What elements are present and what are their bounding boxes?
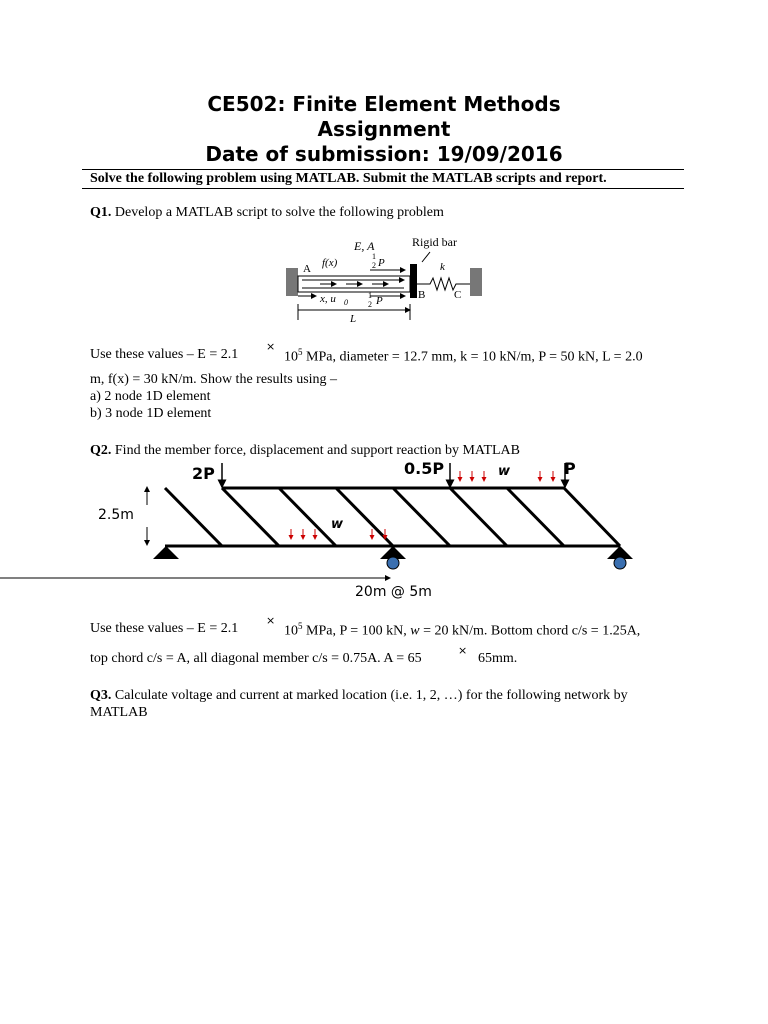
right-wall [470,268,482,296]
height-label: 2.5m [98,507,134,523]
q1-option-b: b) 3 node 1D element [90,406,212,421]
w-top-label: w [498,464,511,479]
right-roller-wheel [614,557,626,569]
q3-prompt [90,688,628,704]
fx-label: f(x) [322,257,338,269]
svg-text:0: 0 [344,298,348,307]
q2-values-line2b: 65mm. [478,651,518,666]
page-title: CE502: Finite Element Methods [207,92,561,116]
q1-option-a: a) 2 node 1D element [90,389,211,404]
node-a-label: A [303,263,311,275]
q2-text: Find the member force, displacement and support reaction by MATLAB [111,443,521,458]
instruction-text: Solve the following problem using MATLAB. Submit the MATLAB scripts and report. [90,171,607,186]
times-sign-3: × [458,644,468,657]
page-subtitle: Assignment [317,117,451,141]
x-u0-label: x, u [320,293,336,305]
node-b-label: B [418,289,426,301]
svg-text:1: 1 [372,252,376,261]
svg-text:2: 2 [372,261,376,270]
diagonal-members [165,488,620,546]
w-bottom-label: w [331,517,344,532]
q1-values-line1: Use these values – E = 2.1 [90,347,239,362]
span-label: 20m @ 5m [355,584,432,600]
left-wall [286,268,298,296]
svg-text:2: 2 [368,300,372,309]
times-sign: × [266,340,276,353]
load-2p-label: 2P [192,464,215,483]
q2-label: Q2. [90,443,112,458]
q2-values-line1b: $10^5$ MPa, P = 100 kN, w = 20 kN/m. Bottom chord c/s = 1.25A, [284,621,641,639]
q3-text: Calculate voltage and current at marked location (i.e. 1, 2, …) for the following network by [111,688,628,703]
left-pin-support [153,546,179,559]
half-p-top-label: P [378,257,385,269]
middle-roller-wheel [387,557,399,569]
q2-truss-figure [0,455,660,605]
node-c-label: C [454,289,462,301]
q1-values-line1b: $10^5$ MPa, diameter = 12.7 mm, k = 10 kN/m, P = 50 kN, L = 2.0 [284,347,643,365]
q2-values-line1a: Use these values – E = 2.1 [90,621,239,636]
q1-prompt [90,205,444,221]
q2-values-line2a: top chord c/s = A, all diagonal member c/s = 0.75A. A = 65 [90,651,422,666]
rigid-bar-label: Rigid bar [412,235,457,249]
half-p-bottom-label: P [376,295,383,307]
bottom-rule [82,188,684,189]
rigid-bar [410,264,417,298]
q1-label: Q1. [90,205,112,220]
q1-values-line2: m, f(x) = 30 kN/m. Show the results using – [90,372,338,387]
top-rule [82,169,684,170]
times-sign-2: × [266,614,276,627]
q3-label: Q3. [90,688,112,703]
length-label: L [350,313,357,324]
load-p-label: P [564,459,576,478]
load-05p-label: 0.5P [404,459,445,478]
svg-text:1: 1 [368,291,372,300]
ea-label: E, A [354,239,375,253]
q1-bar-figure [280,232,490,324]
q1-text: Develop a MATLAB script to solve the following problem [111,205,444,220]
spring-k-label: k [440,261,445,273]
q3-prompt-line2: MATLAB [90,705,148,720]
submission-date: Date of submission: 19/09/2016 [205,142,563,166]
